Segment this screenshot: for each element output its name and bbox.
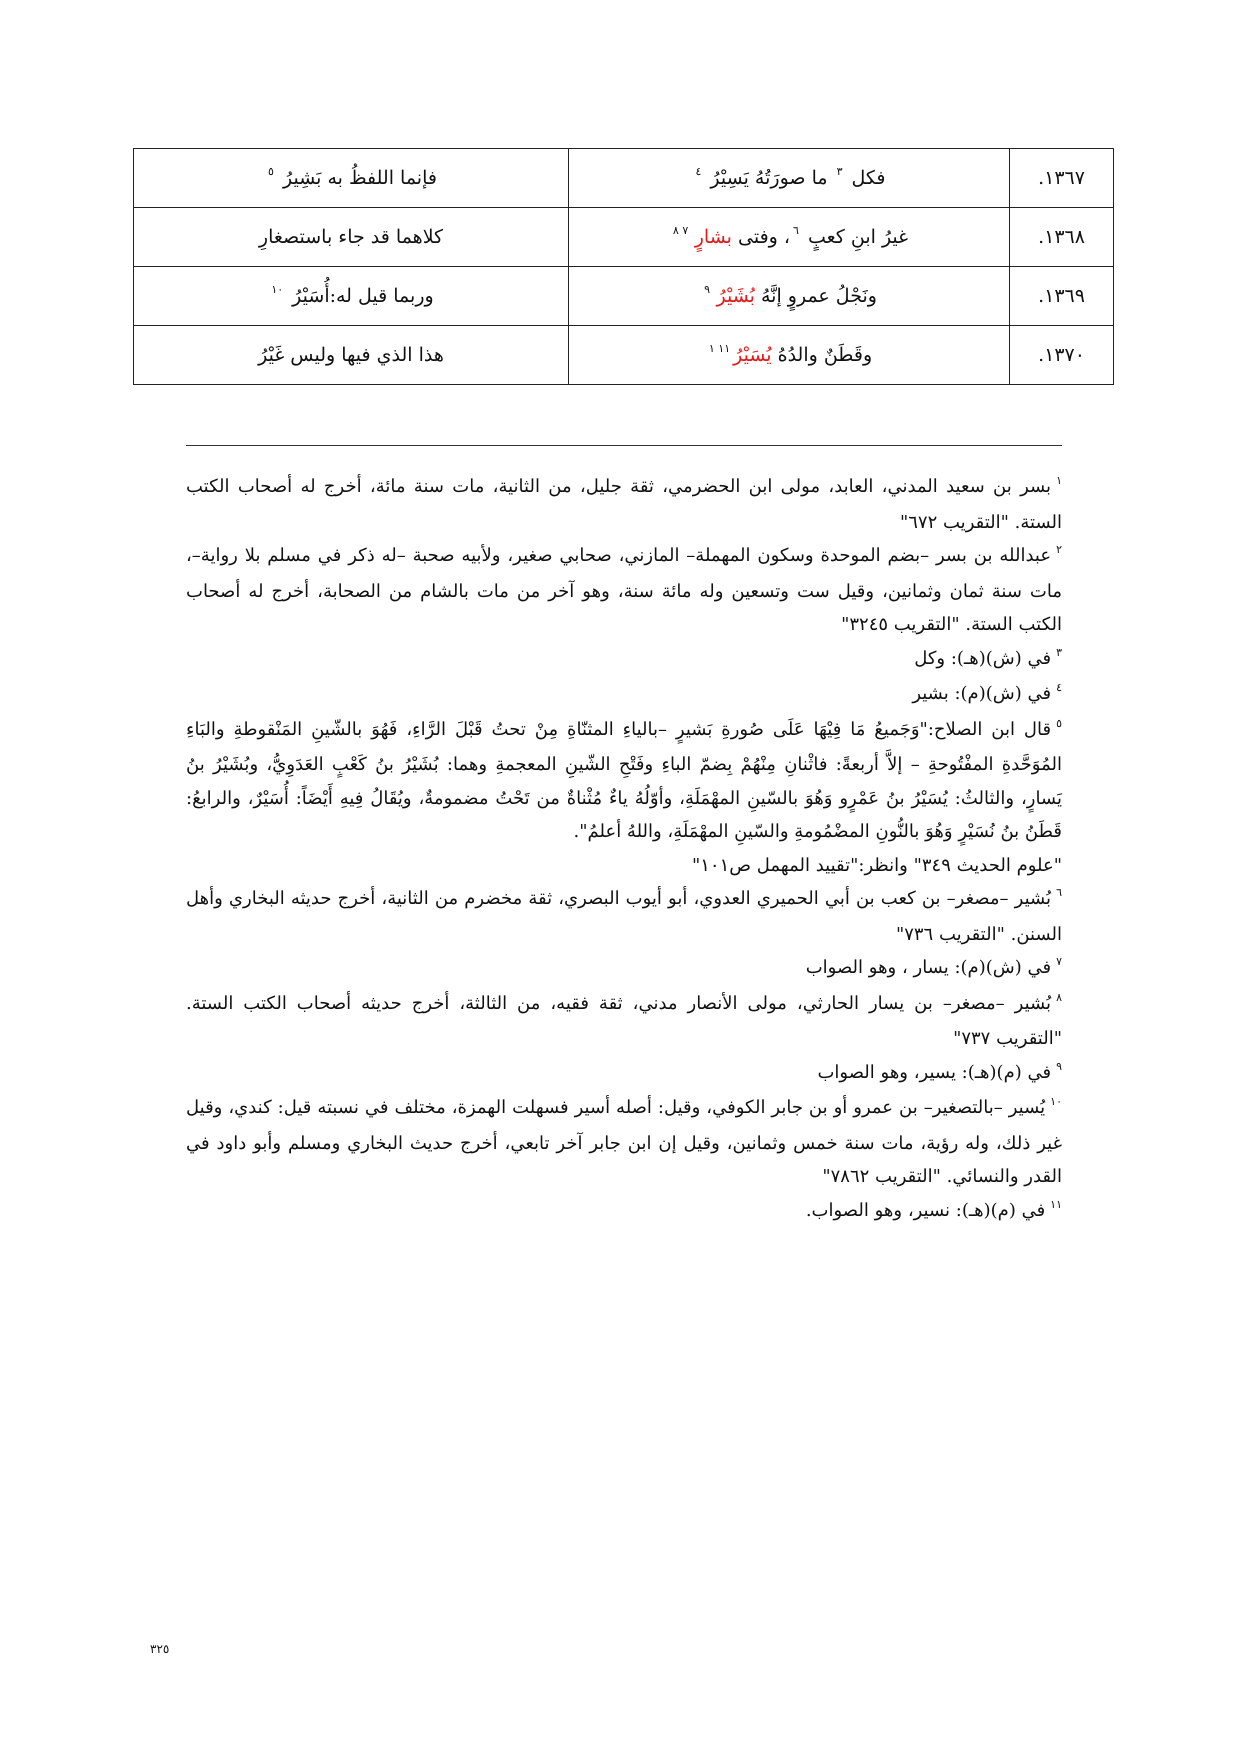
footnote-number: ١١	[1050, 1197, 1062, 1211]
verse-text: فإنما اللفظُ به بَشِيرُ	[276, 167, 437, 189]
footnote-number: ٥	[1056, 716, 1062, 730]
footnote	[186, 1091, 1062, 1194]
verse-text: وربما قيل له:أُسَيْرُ	[286, 285, 434, 307]
footnote-text: بُشير –مصغر– بن يسار الحارثي، مولى الأنصار مدني، ثقة فقيه، من الثالثة، أخرج حديثه أصحاب الكتب الستة. "التقريب ٧٣٧"	[186, 992, 1062, 1049]
verse-first-hemistich	[569, 326, 1010, 385]
verse-text: هذا الذي فيها وليس غَيْرُ	[258, 344, 444, 366]
footnote-number: ٢	[1056, 543, 1062, 556]
verse-first-hemistich	[569, 208, 1010, 267]
verse-text: ونَجْلُ عمروٍ إنَّهُ	[754, 285, 877, 307]
footnote	[186, 882, 1062, 951]
footnote	[186, 987, 1062, 1056]
footnote-ref: ٣	[836, 165, 843, 178]
footnote-text: عبدالله بن بسر –بضم الموحدة وسكون المهملة– المازني، صحابي صغير، ولأبيه صحبة –له ذكر في مسلم بلا رواية–، مات سنة ثمان وثمانين، وقيل ست وتسعين وله مائة سنة، وهو آخر من مات بالشام من الصحابة، أخرج له أصحاب الكتب الستة. "التقريب ٣٢٤٥"	[186, 545, 1062, 635]
verse-text: غيرُ ابنِ كعبٍ	[801, 226, 909, 248]
footnote-text: بُشير –مصغر– بن كعب بن أبي الحميري العدوي، أبو أيوب البصري، ثقة مخضرم من الثانية، أخرج حديثه البخاري وأهل السنن. "التقريب ٧٣٦"	[186, 888, 1062, 945]
footnote	[186, 849, 1062, 883]
footnote-text: في (ش)(هـ): وكل	[914, 647, 1052, 669]
verse-first-hemistich	[569, 149, 1010, 208]
verse-text: وقَطَنٌ والدُهُ	[771, 344, 873, 366]
verse-row	[134, 267, 1114, 326]
footnote-number: ٤	[1056, 681, 1062, 694]
verse-second-hemistich	[134, 208, 569, 267]
verse-text: فكل	[845, 167, 886, 189]
footnote-ref: ٩	[704, 283, 714, 296]
footnote-text: في (ش)(م): بشير	[912, 683, 1052, 704]
highlighted-name: يُسَيْرُ	[733, 344, 772, 366]
verse-row	[134, 149, 1114, 208]
verse-second-hemistich	[134, 267, 569, 326]
footnote-number: ٣	[1056, 645, 1062, 659]
footnote-text: في (ش)(م): يسار ، وهو الصواب	[805, 957, 1052, 978]
footnote	[186, 951, 1062, 987]
footnote-number: ٧	[1056, 955, 1062, 968]
verse-text: ، وفتى	[731, 226, 790, 248]
footnote	[186, 1056, 1062, 1092]
verse-row	[134, 326, 1114, 385]
footnote-number: ٦	[1056, 886, 1062, 899]
footnote-number: ١٠	[1050, 1095, 1062, 1108]
footnote-ref: ١١ ١	[708, 342, 731, 355]
footnotes	[186, 470, 1062, 1229]
verse-number: ١٣٧٠.	[1010, 326, 1114, 385]
footnote-divider	[186, 445, 1062, 446]
highlighted-name: بُشَيْرُ	[716, 285, 755, 307]
footnote-text: يُسير –بالتصغير– بن عمرو أو بن جابر الكوفي، وقيل: أصله أسير فسهلت الهمزة، مختلف في نسبته قيل: كندي، وقيل غير ذلك، وله رؤية، مات سنة خمس وثمانين، وقيل إن ابن جابر آخر تابعي، أخرج حديث البخاري ومسلم وأبو داود في القدر والنسائي. "التقريب ٧٨٦٢"	[186, 1097, 1062, 1187]
footnote-ref: ٦	[793, 224, 799, 237]
footnote-text: "علوم الحديث ٣٤٩" وانظر:"تقييد المهمل ص١٠١"	[691, 854, 1062, 876]
footnote-ref: ٤	[695, 165, 702, 178]
footnote-number: ١	[1056, 474, 1062, 487]
verse-first-hemistich	[569, 267, 1010, 326]
footnote-text: في (م)(هـ): يسير، وهو الصواب	[817, 1061, 1052, 1083]
page-number: ٣٢٥	[150, 1642, 170, 1656]
verses-table	[133, 148, 1114, 385]
verse-row	[134, 208, 1114, 267]
verse-text: ما صورَتُهُ يَسِيْرُ	[704, 167, 834, 189]
footnote	[186, 642, 1062, 678]
highlighted-name: بشارٍ	[694, 226, 732, 248]
footnote-ref: ١٠	[271, 283, 284, 296]
verse-number: ١٣٦٩.	[1010, 267, 1114, 326]
footnote-number: ٨	[1056, 990, 1062, 1004]
verse-second-hemistich	[134, 326, 569, 385]
footnote-ref: ٥	[268, 165, 274, 178]
footnote	[186, 1194, 1062, 1230]
footnote-text: بسر بن سعيد المدني، العابد، مولى ابن الحضرمي، ثقة جليل، من الثانية، مات سنة مائة، أخرج له أصحاب الكتب الستة. "التقريب ٦٧٢"	[186, 476, 1062, 533]
footnote	[186, 677, 1062, 713]
footnote	[186, 539, 1062, 642]
verse-second-hemistich	[134, 149, 569, 208]
verse-text: كلاهما قد جاء باستصغارِ	[258, 226, 444, 248]
footnote	[186, 713, 1062, 849]
verse-number: ١٣٦٧.	[1010, 149, 1114, 208]
footnote-text: قال ابن الصلاح:"وَجَميعُ مَا فِيْهَا عَلَى صُورةِ بَشيرٍ –بالياءِ المثنّاةِ مِنْ تحتُ قَبْلَ الرَّاءِ، فَهُوَ بالشّينِ المَنْقوطةِ والبَاءِ المُوَحَّدةِ المفْتُوحةِ – إلاَّ أربعةً: فاثْنانِ مِنْهُمْ بِضمّ الباءِ وفَتْحِ الشّينِ المعجمةِ وهما: بُشَيْرُ بنُ كَعْبٍ العَدَوِيُّ، وبُشَيْرُ بنُ يَسارٍ، والثالثُ: يُسَيْرُ بنُ عَمْرٍو وَهُوَ بالسّينِ المهْمَلَةِ، وأوّلُهُ ياءٌ مُثْناةٌ من تَحْتُ مضمومةٌ، ويُقَالُ فِيهِ أَيْضَاً: أُسَيْرٌ، والرابعُ: قَطَنُ بنُ نُسَيْرٍ وَهُوَ بالنُّونِ المضْمُومةِ والسّينِ المهْمَلَةِ، واللهُ أعلمُ".	[186, 718, 1062, 842]
footnote-ref: ٧ ٨	[672, 224, 692, 237]
verse-number: ١٣٦٨.	[1010, 208, 1114, 267]
footnote-text: في (م)(هـ): نسير، وهو الصواب.	[805, 1199, 1046, 1221]
footnote	[186, 470, 1062, 539]
footnote-number: ٩	[1056, 1059, 1062, 1073]
